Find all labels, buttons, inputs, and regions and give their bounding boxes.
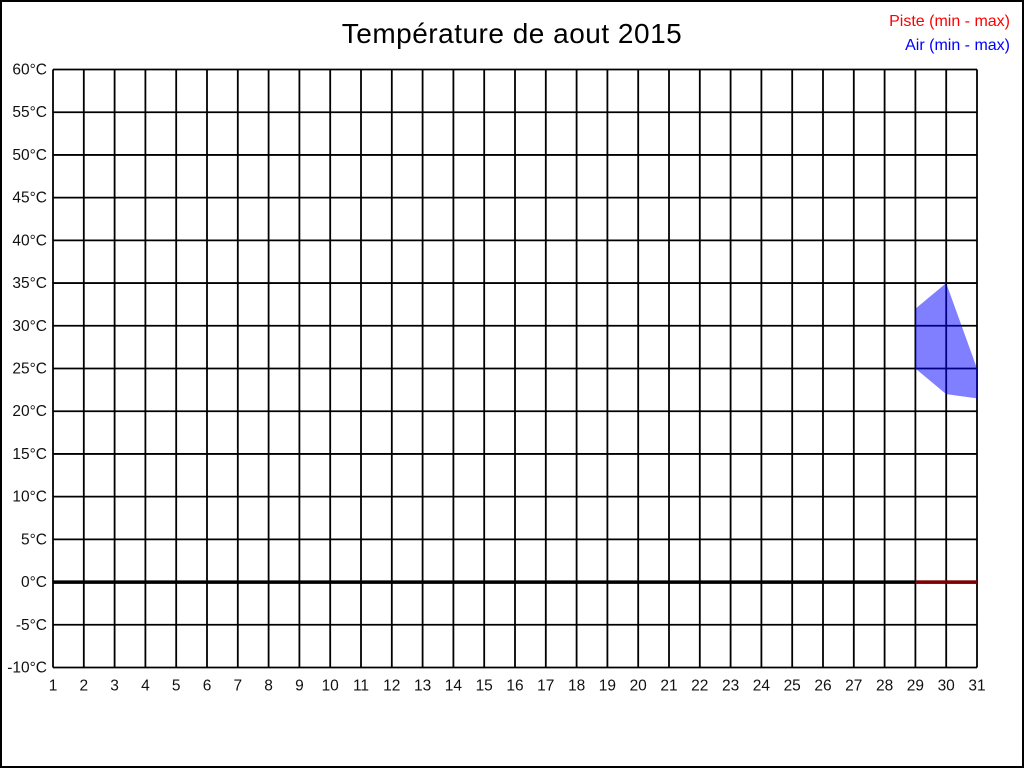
chart-title: Température de aout 2015 — [341, 18, 683, 49]
legend-item-1: Air (min - max) — [905, 37, 1010, 54]
svg-text:30: 30 — [937, 677, 955, 695]
svg-text:10: 10 — [321, 677, 339, 695]
svg-text:60°C: 60°C — [12, 61, 47, 79]
svg-text:15: 15 — [475, 677, 493, 695]
svg-text:25: 25 — [783, 677, 801, 695]
svg-text:6: 6 — [202, 677, 212, 695]
svg-text:0°C: 0°C — [20, 574, 47, 592]
svg-text:4: 4 — [141, 677, 150, 695]
svg-text:50°C: 50°C — [12, 146, 47, 164]
svg-text:11: 11 — [352, 677, 370, 695]
svg-text:35°C: 35°C — [12, 275, 47, 293]
svg-text:23: 23 — [721, 677, 740, 695]
svg-text:12: 12 — [383, 677, 401, 695]
legend-item-0: Piste (min - max) — [889, 13, 1010, 30]
svg-text:3: 3 — [110, 677, 119, 695]
svg-text:31: 31 — [968, 677, 986, 695]
svg-text:13: 13 — [413, 677, 432, 695]
svg-text:28: 28 — [875, 677, 894, 695]
svg-text:17: 17 — [537, 677, 555, 695]
svg-text:2: 2 — [79, 677, 89, 695]
svg-text:5: 5 — [171, 677, 181, 695]
svg-text:1: 1 — [48, 677, 58, 695]
svg-text:21: 21 — [660, 677, 678, 695]
temperature-chart — [2, 2, 1024, 768]
x-axis-labels — [49, 678, 986, 695]
svg-text:26: 26 — [814, 677, 832, 695]
svg-text:27: 27 — [845, 677, 863, 695]
svg-text:20°C: 20°C — [12, 403, 47, 421]
svg-text:9: 9 — [295, 677, 304, 695]
svg-text:29: 29 — [906, 677, 925, 695]
svg-text:18: 18 — [567, 677, 586, 695]
svg-text:14: 14 — [444, 677, 463, 695]
svg-text:55°C: 55°C — [12, 104, 47, 122]
svg-text:15°C: 15°C — [12, 445, 47, 463]
svg-text:20: 20 — [629, 677, 647, 695]
svg-text:30°C: 30°C — [12, 317, 47, 335]
svg-text:5°C: 5°C — [20, 531, 47, 549]
series-1 — [915, 283, 977, 398]
svg-text:16: 16 — [506, 677, 524, 695]
y-axis-labels — [7, 62, 47, 677]
svg-text:10°C: 10°C — [12, 488, 47, 506]
svg-text:19: 19 — [598, 677, 617, 695]
svg-text:45°C: 45°C — [12, 189, 47, 207]
svg-text:8: 8 — [264, 677, 273, 695]
svg-text:24: 24 — [752, 677, 771, 695]
svg-text:-5°C: -5°C — [15, 616, 47, 634]
svg-text:-10°C: -10°C — [7, 659, 47, 677]
svg-text:22: 22 — [691, 677, 709, 695]
svg-text:25°C: 25°C — [12, 360, 47, 378]
grid — [53, 70, 977, 668]
svg-text:40°C: 40°C — [12, 232, 47, 250]
svg-text:7: 7 — [233, 677, 243, 695]
